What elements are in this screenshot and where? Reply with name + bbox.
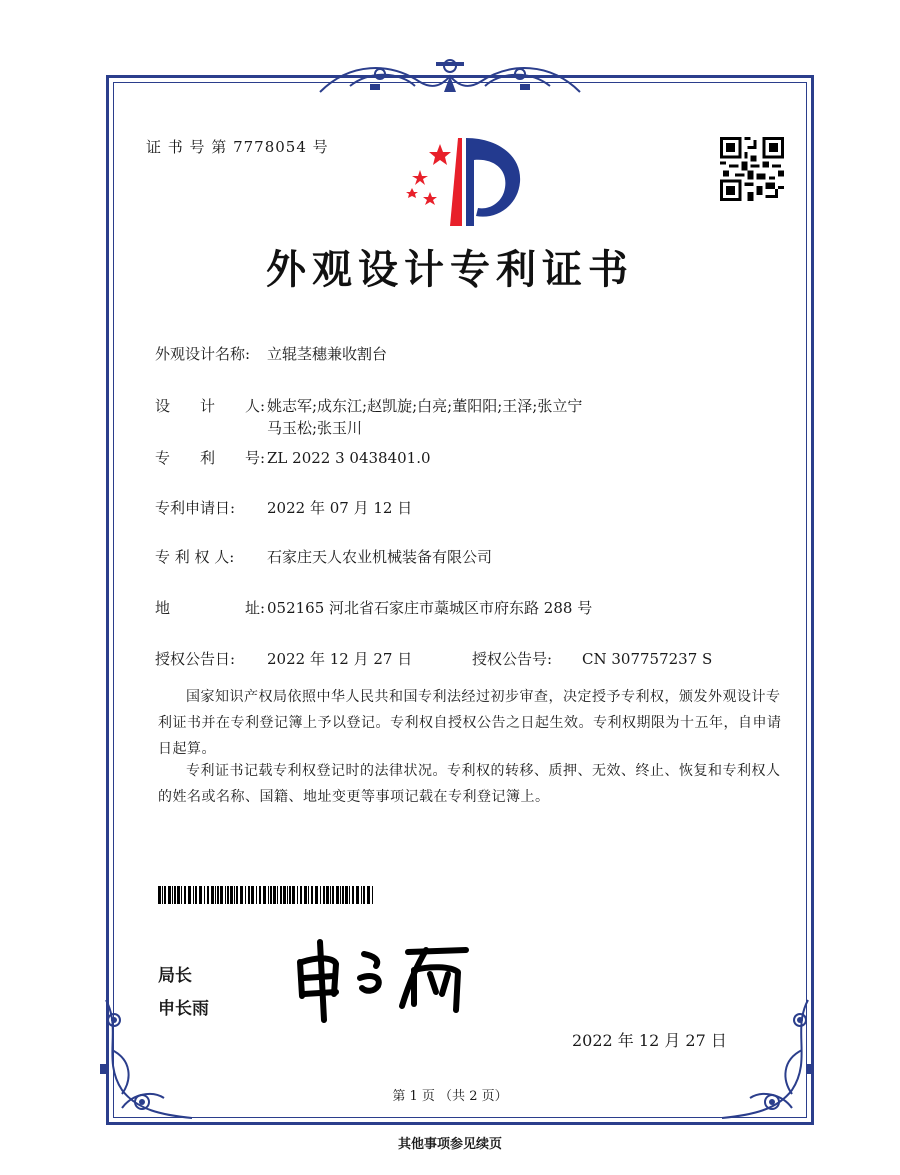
top-ornament — [310, 52, 590, 102]
grant-date-row — [155, 648, 412, 670]
patentee-row — [155, 546, 492, 568]
address-row — [155, 597, 592, 619]
application-date-label: 专利申请日: — [155, 499, 236, 517]
director-name: 申长雨 — [158, 999, 209, 1019]
certificate-number: 证 书 号 第 7778054 号 — [146, 138, 329, 156]
certificate-title: 外观设计专利证书 — [266, 246, 634, 293]
designers-row — [155, 395, 582, 417]
design-name-row — [155, 343, 387, 365]
application-date-value: 2022 年 07 月 12 日 — [267, 499, 413, 517]
statement-paragraph-2: 专利证书记载专利权登记时的法律状况。专利权的转移、质押、无效、终止、恢复和专利权人的姓名或名称、国籍、地址变更等事项记载在专利登记簿上。 — [158, 763, 781, 805]
grant-number-label: 授权公告号: — [472, 650, 553, 668]
bottom-right-ornament — [712, 990, 822, 1130]
cnipa-emblem — [400, 130, 526, 232]
patent-number-value: ZL 2022 3 0438401.0 — [267, 449, 431, 467]
application-date-row — [155, 497, 412, 519]
grant-date-label: 授权公告日: — [155, 650, 236, 668]
patent-number-row — [155, 447, 431, 469]
patentee-label: 专 利 权 人: — [155, 548, 235, 566]
design-name-value: 立辊茎穗兼收割台 — [267, 345, 388, 363]
continuation-note: 其他事项参见续页 — [397, 1137, 502, 1152]
grant-number-value: CN 307757237 S — [582, 650, 713, 668]
grant-date-value: 2022 年 12 月 27 日 — [267, 650, 413, 668]
director-signature — [290, 934, 480, 1024]
grant-number-row — [472, 648, 712, 670]
designers-value-line2: 马玉松;张玉川 — [267, 419, 363, 437]
director-title: 局长 — [158, 966, 192, 986]
qr-code — [720, 137, 784, 201]
address-label: 地 址: — [155, 599, 266, 617]
patentee-value: 石家庄天人农业机械装备有限公司 — [267, 548, 493, 566]
barcode — [158, 886, 376, 904]
page-number: 第 1 页 （共 2 页） — [392, 1089, 508, 1104]
patent-number-label: 专 利 号: — [155, 449, 266, 467]
designers-label: 设 计 人: — [155, 397, 266, 415]
designers-value-line1: 姚志军;成东江;赵凯旋;白亮;董阳阳;王泽;张立宁 — [267, 397, 583, 415]
statement-paragraph-1: 国家知识产权局依照中华人民共和国专利法经过初步审查，决定授予专利权，颁发外观设计专利证书并在专利登记簿上予以登记。专利权自授权公告之日起生效。专利权期限为十五年，自申请日起算。 — [158, 689, 782, 757]
address-value: 052165 河北省石家庄市藁城区市府东路 288 号 — [267, 599, 593, 617]
issue-date: 2022 年 12 月 27 日 — [572, 1031, 727, 1050]
design-name-label: 外观设计名称: — [155, 345, 251, 363]
